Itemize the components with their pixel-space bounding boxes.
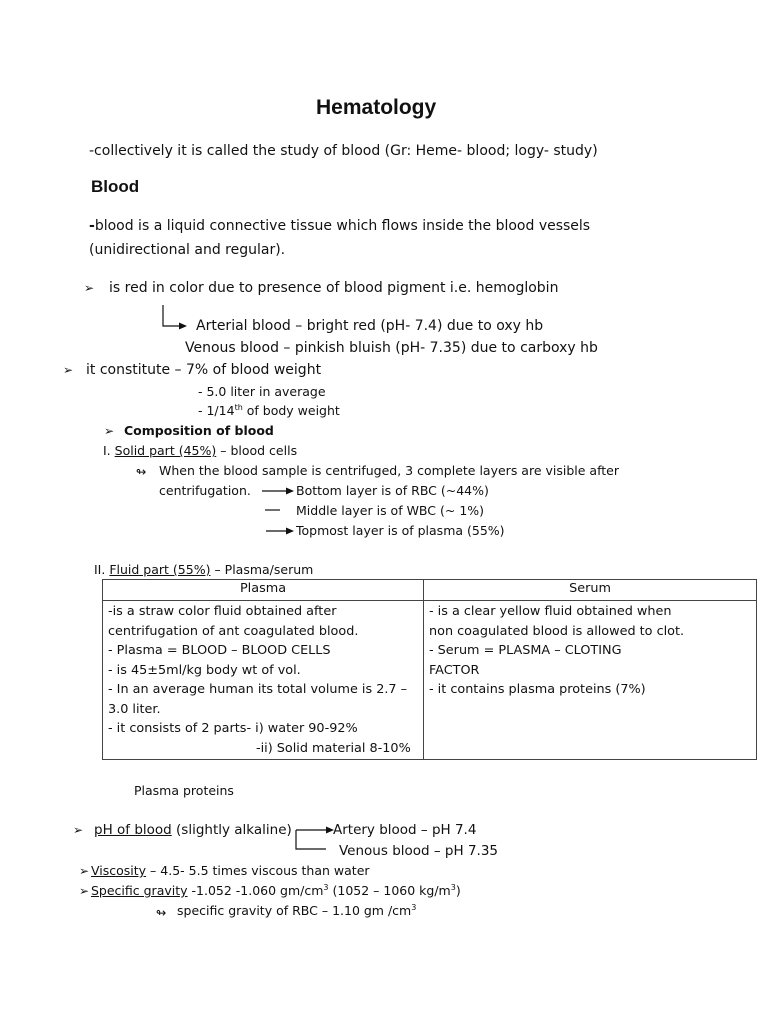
serum-line: - it contains plasma proteins (7%)	[429, 682, 646, 697]
bullet-arrow-icon: ➢	[104, 424, 115, 438]
ph-of-blood-line	[94, 822, 292, 838]
arterial-blood-text: Arterial blood – bright red (pH- 7.4) due to oxy hb	[196, 318, 544, 334]
hook-arrow-icon: ↬	[156, 905, 167, 920]
fluid-part-label: Fluid part (55%)	[109, 562, 211, 577]
plasma-proteins-label: Plasma proteins	[134, 783, 234, 798]
blood-definition-line-1	[89, 218, 590, 234]
fraction-sup: th	[234, 402, 243, 412]
solid-part-line	[103, 443, 297, 458]
solid-part-rest: – blood cells	[216, 443, 298, 458]
specific-gravity-label: Specific gravity	[91, 883, 188, 898]
middle-layer-text: Middle layer is of WBC (~ 1%)	[296, 503, 485, 518]
viscosity-rest: – 4.5- 5.5 times viscous than water	[146, 863, 370, 878]
specific-gravity-value: -1.052 -1.060 gm/cm	[187, 883, 324, 898]
venous-blood-text: Venous blood – pinkish bluish (pH- 7.35) due to carboxy hb	[185, 340, 598, 356]
sup-3: 3	[411, 902, 417, 912]
table-row	[103, 601, 757, 760]
plasma-line: centrifugation of ant coagulated blood.	[108, 623, 359, 639]
serum-header: Serum	[424, 580, 757, 601]
constitute-point: it constitute – 7% of blood weight	[86, 362, 322, 378]
sup-3: 3	[323, 882, 329, 892]
blood-definition-line-2: (unidirectional and regular).	[89, 242, 286, 258]
serum-line: non coagulated blood is allowed to clot.	[429, 623, 685, 639]
centrifuge-line-1: When the blood sample is centrifuged, 3 complete layers are visible after	[159, 463, 619, 478]
composition-heading: Composition of blood	[124, 423, 274, 438]
average-volume: - 5.0 liter in average	[198, 384, 326, 399]
plasma-line: - In an average human its total volume is 2.7 –	[108, 682, 408, 697]
plasma-serum-table	[102, 579, 757, 760]
ph-rest: (slightly alkaline)	[171, 822, 292, 838]
bullet-arrow-icon: ➢	[63, 363, 74, 377]
close-paren: )	[455, 883, 461, 898]
plasma-cell	[103, 601, 424, 760]
fluid-part-line	[94, 562, 313, 577]
fraction-rest: of body weight	[242, 403, 340, 418]
ph-label: pH of blood	[94, 822, 172, 838]
plasma-line: - it consists of 2 parts- i) water 90-92%	[108, 721, 358, 736]
artery-ph-text: Artery blood – pH 7.4	[333, 822, 477, 838]
red-color-point: is red in color due to presence of blood pigment i.e. hemoglobin	[109, 280, 559, 296]
serum-line: FACTOR	[429, 662, 480, 678]
rbc-gravity-text: specific gravity of RBC – 1.10 gm /cm	[177, 903, 412, 918]
solid-numeral: I.	[103, 443, 111, 458]
definition-text-1: blood is a liquid connective tissue which flows inside the blood vessels	[94, 218, 591, 234]
hook-arrow-icon: ↬	[136, 464, 147, 479]
blood-heading: Blood	[91, 177, 140, 196]
serum-line: - Serum = PLASMA – CLOTING	[429, 643, 622, 658]
definition-dash: -	[89, 218, 95, 234]
rbc-gravity-line	[177, 903, 416, 918]
centrifuge-line-2: centrifugation.	[159, 483, 251, 498]
fraction-value: - 1/14	[198, 403, 235, 418]
plasma-line: - is 45±5ml/kg body wt of vol.	[108, 662, 301, 678]
body-weight-fraction	[198, 403, 340, 418]
fluid-part-rest: – Plasma/serum	[210, 562, 314, 577]
serum-line: - is a clear yellow fluid obtained when	[429, 604, 672, 619]
plasma-header: Plasma	[103, 580, 424, 601]
page-title: Hematology	[316, 96, 437, 119]
plasma-line: -is a straw color fluid obtained after	[108, 604, 337, 619]
viscosity-line	[91, 863, 370, 878]
intro-text: -collectively it is called the study of blood (Gr: Heme- blood; logy- study)	[89, 143, 598, 159]
serum-cell	[424, 601, 757, 760]
bullet-arrow-icon: ➢	[79, 884, 90, 898]
bullet-arrow-icon: ➢	[84, 281, 95, 295]
specific-gravity-line	[91, 883, 461, 898]
fluid-numeral: II.	[94, 562, 106, 577]
plasma-line: - Plasma = BLOOD – BLOOD CELLS	[108, 643, 331, 658]
sup-3: 3	[450, 882, 456, 892]
viscosity-label: Viscosity	[91, 863, 147, 878]
bullet-arrow-icon: ➢	[79, 864, 90, 878]
venous-ph-text: Venous blood – pH 7.35	[339, 843, 499, 859]
plasma-line: -ii) Solid material 8-10%	[256, 740, 411, 756]
plasma-line: 3.0 liter.	[108, 701, 161, 717]
top-layer-text: Topmost layer is of plasma (55%)	[296, 523, 505, 538]
solid-part-label: Solid part (45%)	[114, 443, 217, 458]
specific-gravity-kg: (1052 – 1060 kg/m	[328, 883, 451, 898]
bullet-arrow-icon: ➢	[73, 823, 84, 837]
table-header-row	[103, 580, 757, 601]
bottom-layer-text: Bottom layer is of RBC (~44%)	[296, 483, 489, 498]
